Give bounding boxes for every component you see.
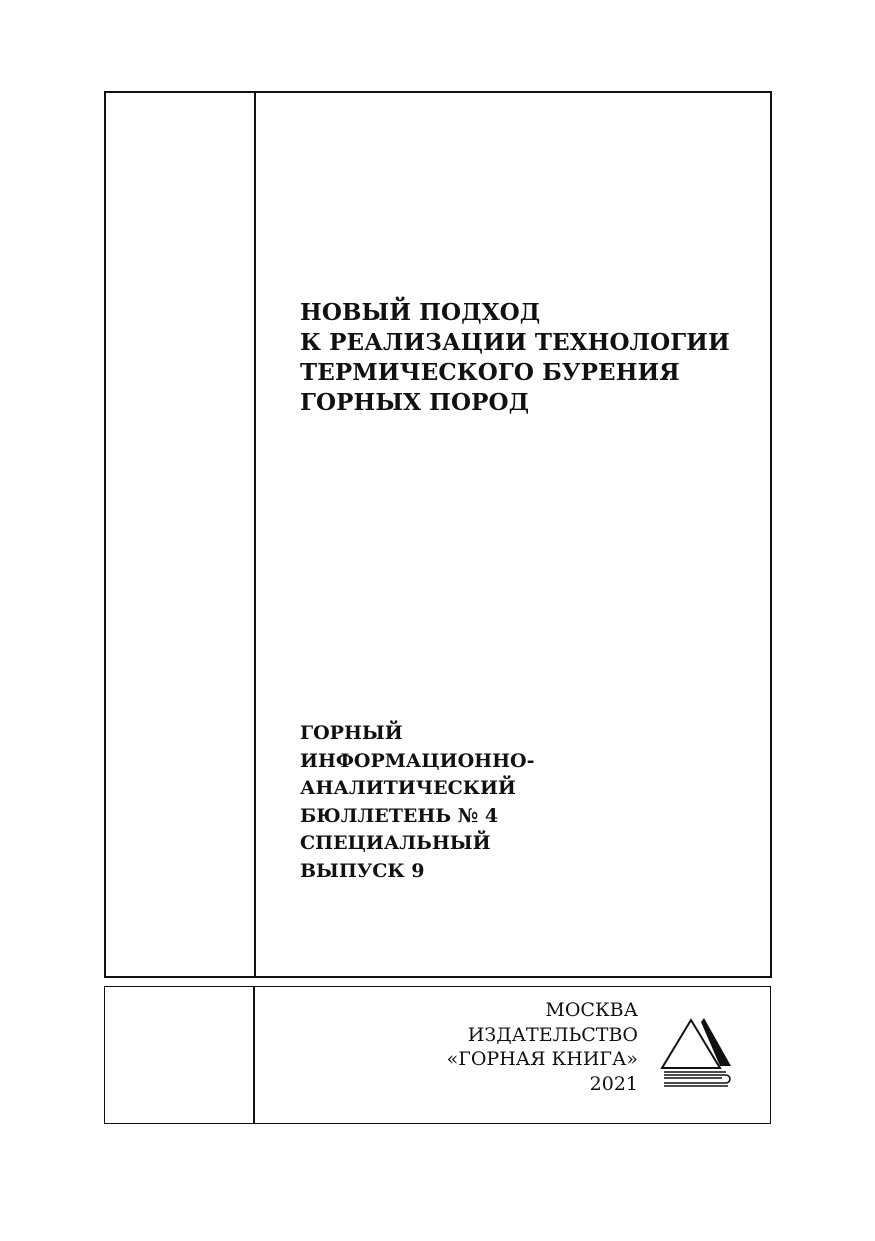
imprint-publisher-label: ИЗДАТЕЛЬСТВО [467,1023,638,1046]
series-name [300,720,534,885]
imprint-year: 2021 [589,1072,638,1095]
imprint-text [447,998,638,1096]
publisher-mountain-book-logo-icon [660,1018,736,1092]
book-title-line: ГОРНЫХ ПОРОД [300,389,530,416]
book-title-line: НОВЫЙ ПОДХОД [300,299,541,326]
series-line: БЮЛЛЕТЕНЬ № 4 [300,804,499,827]
book-title-line: ТЕРМИЧЕСКОГО БУРЕНИЯ [300,359,680,386]
series-line: ИНФОРМАЦИОННО- [300,749,535,772]
book-title-line: К РЕАЛИЗАЦИИ ТЕХНОЛОГИИ [300,329,730,356]
title-block-divider [254,93,256,976]
book-title [300,298,730,418]
imprint-block-divider [253,987,255,1123]
series-line: СПЕЦИАЛЬНЫЙ [300,832,491,854]
series-line: ГОРНЫЙ [300,722,403,744]
series-line: АНАЛИТИЧЕСКИЙ [300,777,516,799]
series-line: ВЫПУСК 9 [300,859,425,882]
imprint-city: МОСКВА [545,999,638,1021]
imprint-publisher-name: «ГОРНАЯ КНИГА» [446,1048,638,1070]
